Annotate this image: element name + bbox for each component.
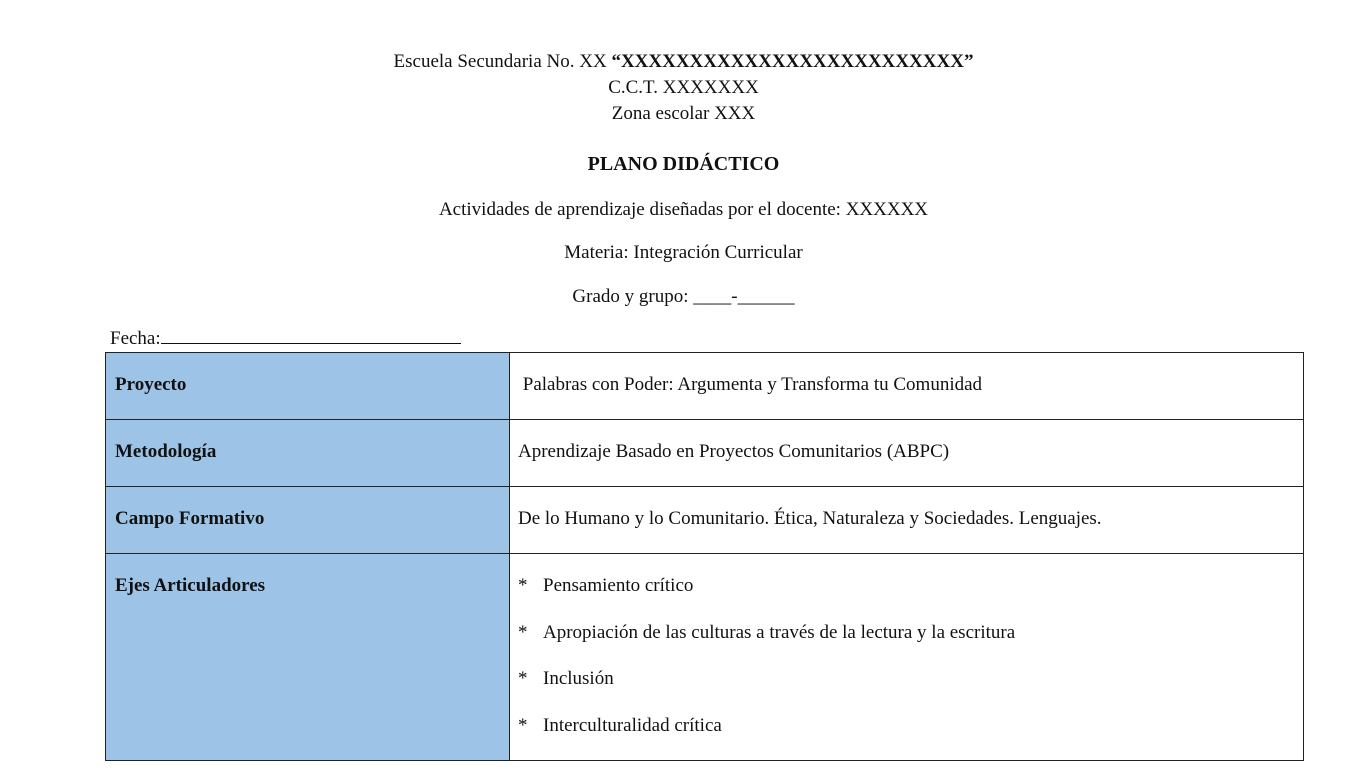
fecha-label: Fecha: xyxy=(110,328,161,349)
zona-line: Zona escolar XXX xyxy=(611,103,756,124)
table-row xyxy=(106,353,1304,420)
materia-line: Materia: Integración Curricular xyxy=(564,242,803,263)
table-row xyxy=(106,487,1304,554)
school-heading xyxy=(0,50,1367,74)
table-row xyxy=(106,420,1304,487)
list-item: * Apropiación de las culturas a través de la lectura y la escritura xyxy=(518,621,1016,643)
school-name: “XXXXXXXXXXXXXXXXXXXXXXXXX” xyxy=(611,51,974,72)
fecha-fill-line xyxy=(161,327,461,344)
grado-blank: ____-______ xyxy=(693,286,795,307)
list-item: * Pensamiento crítico xyxy=(518,575,694,596)
row-label: Proyecto xyxy=(106,353,510,420)
row-label: Campo Formativo xyxy=(106,487,510,554)
grado-line xyxy=(0,285,1367,309)
table-row xyxy=(106,554,1304,761)
list-item: * Inclusión xyxy=(518,668,614,689)
row-value xyxy=(510,554,1304,761)
row-label: Metodología xyxy=(106,420,510,487)
fecha-line xyxy=(110,327,461,351)
row-value: Aprendizaje Basado en Proyectos Comunitarios (ABPC) xyxy=(510,420,1304,487)
bullet-mark: * xyxy=(518,668,528,689)
list-item: * Interculturalidad crítica xyxy=(518,714,722,736)
cct-line: C.C.T. XXXXXXX xyxy=(608,77,759,98)
row-label: Ejes Articuladores xyxy=(106,554,510,761)
school-prefix: Escuela Secundaria No. XX xyxy=(393,51,612,72)
actividades-line: Actividades de aprendizaje diseñadas por el docente: XXXXXX xyxy=(438,199,929,220)
bullet-mark: * xyxy=(518,621,528,643)
bullet-mark: * xyxy=(518,714,528,736)
bullet-mark: * xyxy=(518,575,528,596)
plan-table xyxy=(105,352,1304,761)
row-value: De lo Humano y lo Comunitario. Ética, Naturaleza y Sociedades. Lenguajes. xyxy=(510,487,1304,554)
grado-label: Grado y grupo: xyxy=(572,286,694,307)
page-title: PLANO DIDÁCTICO xyxy=(587,153,780,175)
ejes-list xyxy=(518,554,1303,760)
row-value: Palabras con Poder: Argumenta y Transforma tu Comunidad xyxy=(510,353,1304,420)
